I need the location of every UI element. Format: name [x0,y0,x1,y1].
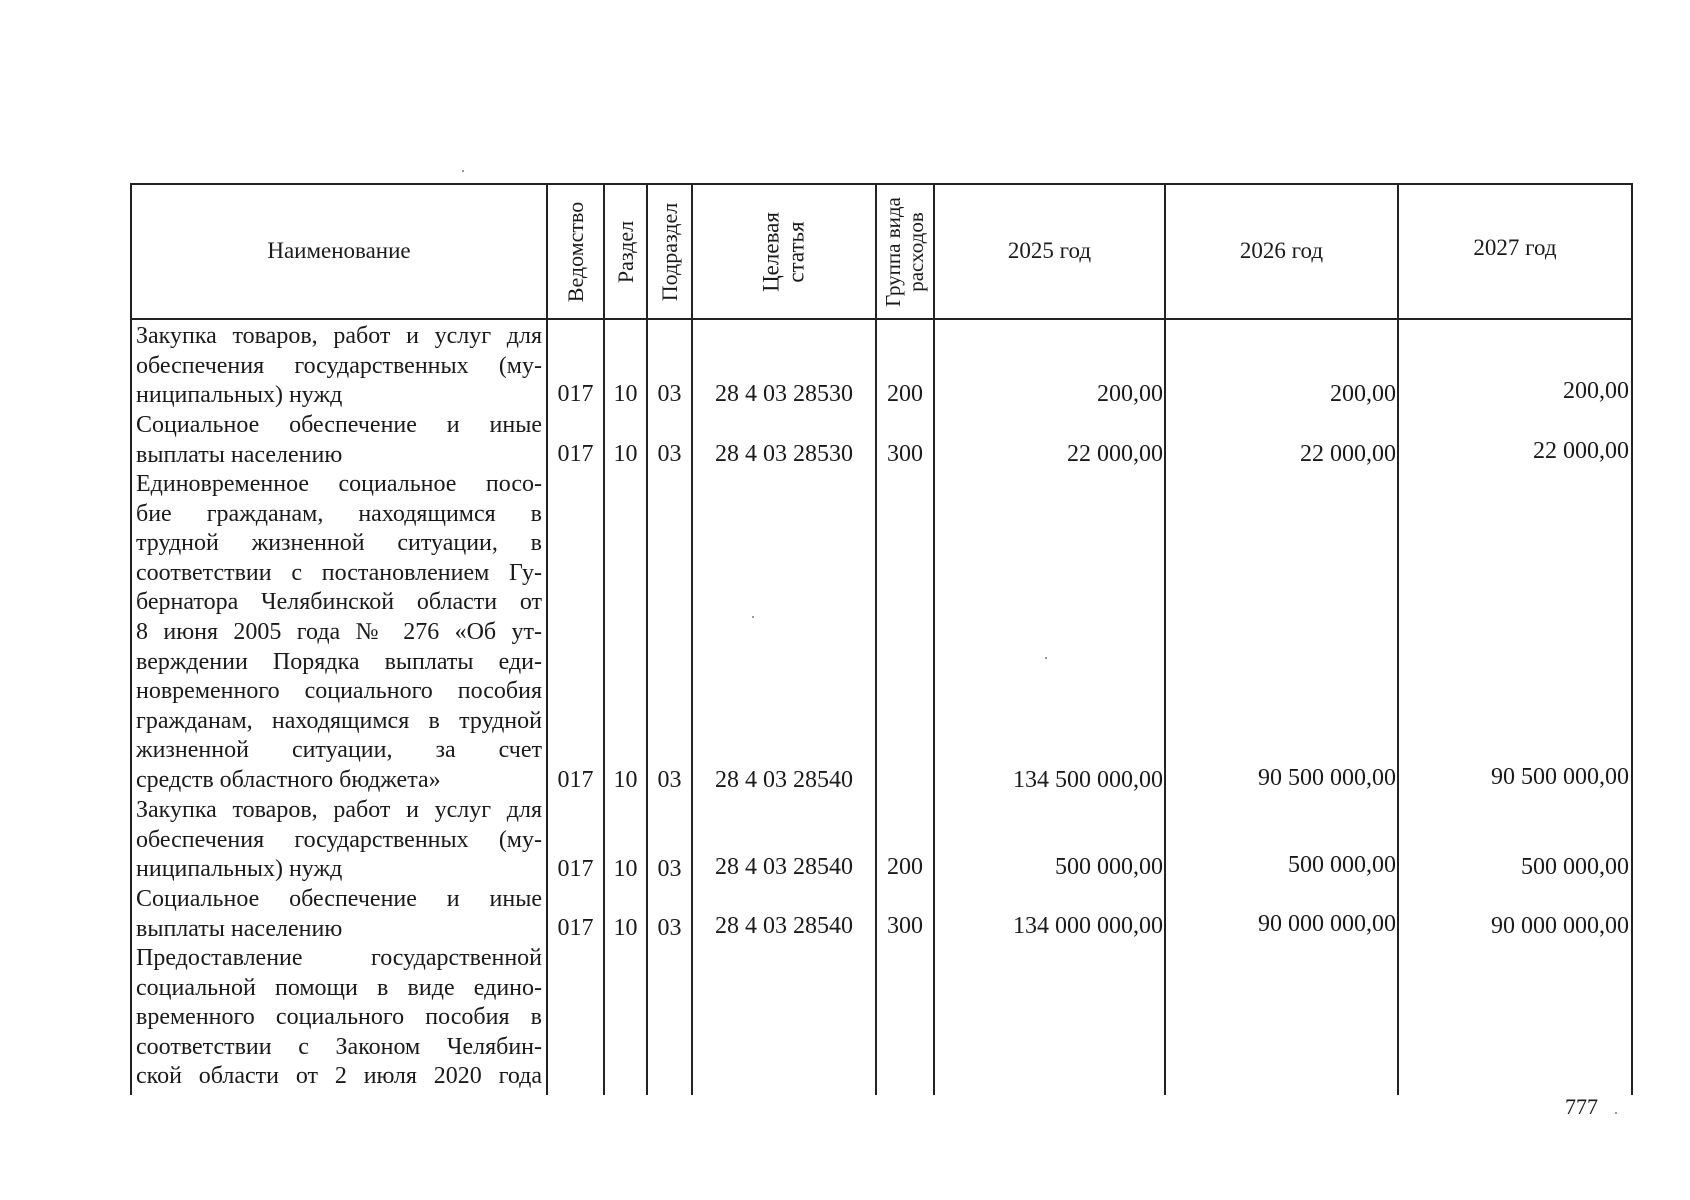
header-target-item-line1: Целевая [758,211,784,292]
table-row-3-target: 28 4 03 28540 [715,767,853,793]
header-2026-label: 2026 год [1239,238,1324,264]
col-divider-department [546,183,548,1095]
table-row-2-target: 28 4 03 28530 [715,441,853,467]
scan-speck [1045,657,1047,659]
table-row-2-name: Социальное обеспечение и иные выплаты населению [136,412,542,468]
header-section-label: Раздел [612,220,638,283]
scan-speck [1615,1112,1617,1114]
table-row-4-target: 28 4 03 28540 [715,854,853,880]
table-row-2-department: 017 [557,441,594,467]
header-name [132,185,546,318]
header-section [605,185,646,318]
table-row-4-section: 10 [613,856,638,882]
header-expense-group-line1: Группа вида [880,196,905,307]
table-left-border [130,183,132,1095]
col-divider-2026 [1164,183,1166,1095]
header-department-label: Ведомство [562,201,588,302]
table-row-2-section: 10 [613,441,638,467]
page-number: 777 [1565,1094,1598,1119]
header-name-label: Наименование [267,238,411,264]
header-2025 [935,185,1164,318]
table-row-1-section: 10 [613,381,638,407]
table-row-1-group: 200 [887,381,923,407]
header-2027 [1399,182,1631,315]
col-divider-2025 [933,183,935,1095]
header-subsection [648,185,691,318]
table-row-3-name: Единовременное социальное посо- бие гражданам, находящимся в трудной жизненной ситуации, в соответствии с постановлением Гу- бернатора Челябинской области от 8 июня 2005 года № 276 «Об ут- верждении Порядка выплаты еди- новременного социального пособия гражданам, находящимся в трудной жизненной ситуации, за счет средств областного бюджета» [136,471,542,793]
table-row-4-name: Закупка товаров, работ и услуг для обеспечения государственных (му- ниципальных) нужд [136,797,542,883]
header-expense-group-line2: расходов [904,211,928,292]
table-row-2-2025: 22 000,00 [1067,441,1163,467]
table-row-5-section: 10 [613,915,638,941]
col-divider-subsection [646,183,648,1095]
table-row-1-target: 28 4 03 28530 [715,381,853,407]
table-row-4-2025: 500 000,00 [1055,854,1163,880]
scan-speck [462,170,464,172]
scan-speck [752,616,754,618]
table-row-4-subsection: 03 [657,856,682,882]
table-row-5-target: 28 4 03 28540 [715,913,853,939]
table-row-5-2026: 90 000 000,00 [1258,911,1396,937]
table-row-5-group: 300 [887,913,923,939]
table-row-4-2027: 500 000,00 [1521,854,1629,880]
table-row-4-2026: 500 000,00 [1288,852,1396,878]
table-row-3-2026: 90 500 000,00 [1258,765,1396,791]
table-row-5-name: Социальное обеспечение и иные выплаты населению [136,886,542,942]
header-target-item [693,185,875,318]
table-row-2-2026: 22 000,00 [1300,441,1396,467]
col-divider-group [875,183,877,1095]
table-row-3-subsection: 03 [657,767,682,793]
header-2027-label: 2027 год [1473,235,1557,261]
table-row-2-subsection: 03 [657,441,682,467]
table-row-3-department: 017 [557,767,594,793]
header-2026 [1166,185,1397,318]
col-divider-section [603,183,605,1095]
table-row-1-2027: 200,00 [1563,378,1629,404]
table-row-4-department: 017 [557,856,594,882]
col-divider-target [691,183,693,1095]
table-row-1-2025: 200,00 [1097,381,1163,407]
header-expense-group [877,185,933,318]
table-row-1-name: Закупка товаров, работ и услуг для обеспечения государственных (му- ниципальных) нужд [136,323,542,409]
table-right-border [1631,183,1633,1095]
table-row-2-group: 300 [887,441,923,467]
table-row-5-department: 017 [557,915,594,941]
table-row-1-subsection: 03 [657,381,682,407]
table-row-1-department: 017 [557,381,594,407]
table-row-3-section: 10 [613,767,638,793]
table-row-5-subsection: 03 [657,915,682,941]
header-2025-label: 2025 год [1007,238,1092,264]
table-row-5-2025: 134 000 000,00 [1013,913,1163,939]
col-divider-2027 [1397,183,1399,1095]
table-row-3-2027: 90 500 000,00 [1491,764,1629,790]
table-row-2-2027: 22 000,00 [1533,438,1629,464]
table-row-1-2026: 200,00 [1330,381,1396,407]
table-row-5-2027: 90 000 000,00 [1491,913,1629,939]
table-row-3-2025: 134 500 000,00 [1013,767,1163,793]
header-subsection-label: Подраздел [656,202,682,301]
table-row-6-name: Предоставление государственной социальной помощи в виде едино- временного социального пособия в соответствии с Законом Челябин- ской области от 2 июля 2020 года [136,945,542,1090]
header-department [548,185,603,318]
table-row-4-group: 200 [887,854,923,880]
header-bottom-border [130,318,1633,320]
header-target-item-line2: статья [784,220,809,283]
